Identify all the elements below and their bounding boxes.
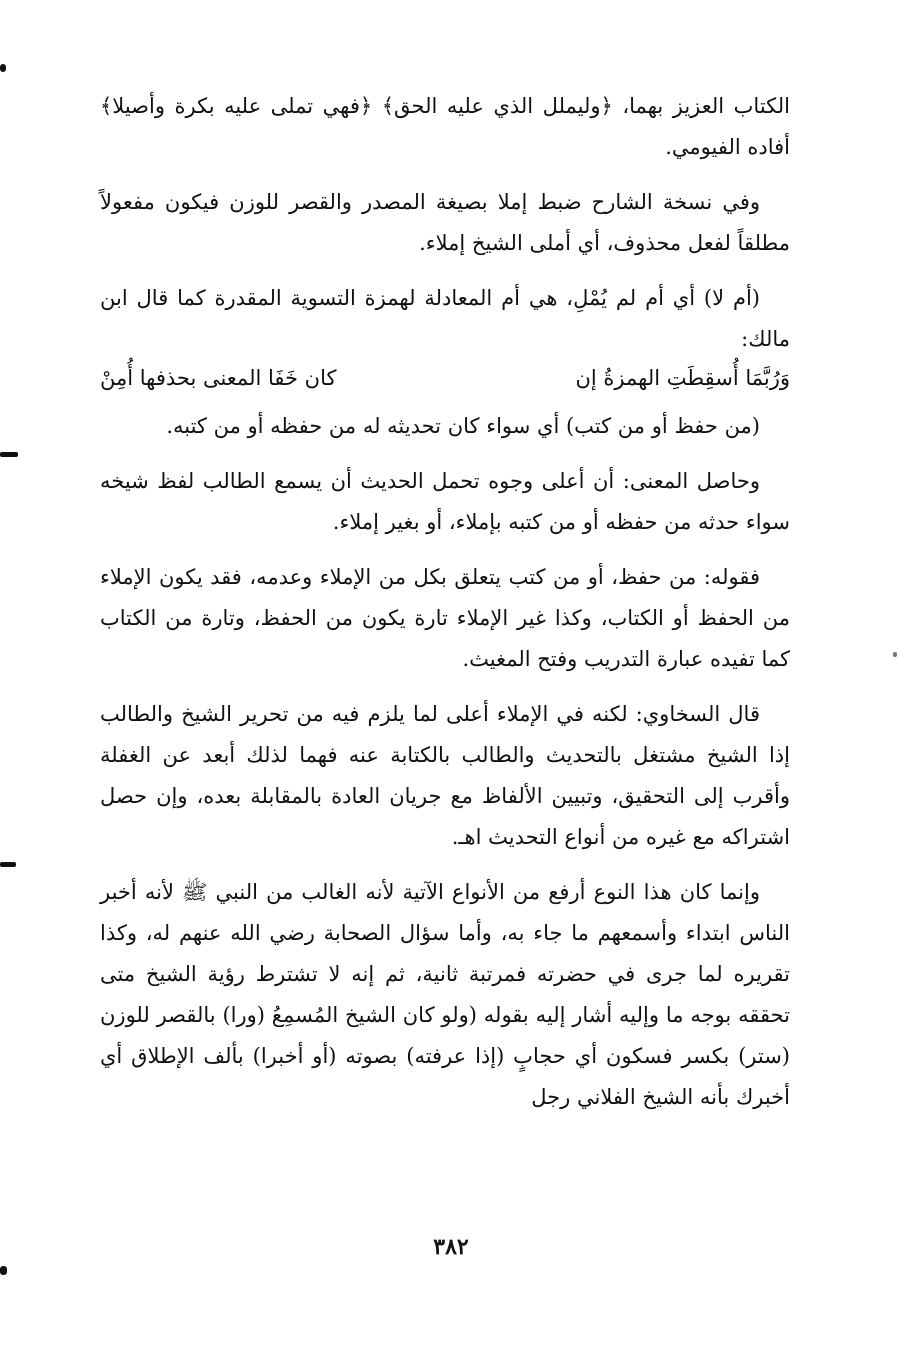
paragraph: وحاصل المعنى: أن أعلى وجوه تحمل الحديث أن يسمع الطالب لفظ شيخه سواء حدثه من حفظه أو من كتبه بإملاء، أو بغير إملاء. — [100, 469, 790, 534]
paragraph: قال السخاوي: لكنه في الإملاء أعلى لما يلزم فيه من تحرير الشيخ والطالب إذا الشيخ مشتغل بالتحديث والطالب بالكتابة عنه فهما لذلك أبعد عن الغفلة وأقرب إلى التحقيق، وتبيين الألفاظ مع جريان العادة بالمقابلة بعده، وإن حصل اشتراكه مع غيره من أنواع التحديث اهـ. — [100, 702, 791, 849]
margin-mark — [0, 862, 16, 867]
margin-mark — [0, 64, 6, 72]
paragraph: (أم لا) أي أم لم يُمْلِ، هي أم المعادلة لهمزة التسوية المقدرة كما قال ابن مالك: — [100, 286, 790, 351]
paragraph: (من حفظ أو من كتب) أي سواء كان تحديثه له من حفظه أو من كتبه. — [166, 414, 760, 438]
verse-second-hemistich: كان خَفَا المعنى بحذفها أُمِنْ — [100, 366, 337, 390]
page-body — [100, 86, 790, 1132]
margin-mark — [893, 652, 897, 657]
margin-mark — [0, 452, 18, 457]
page-number: ٣٨٢ — [433, 1234, 469, 1260]
paragraph: وإنما كان هذا النوع أرفع من الأنواع الآتية لأنه الغالب من النبي ﷺ لأنه أخبر الناس ابتداء وأسمعهم ما جاء به، وأما سؤال الصحابة رضي الله عنهم له، وكذا تقريره لما جرى في حضرته فمرتبة ثانية، ثم إنه لا تشترط رؤية الشيخ متى تحققه بوجه ما وإليه أشار إليه بقوله (ولو كان الشيخ المُسمِعُ (ورا) بالقصر للوزن (ستر) بكسر فسكون أي حجابٍ (إذا عرفته) بصوته (أو أخبرا) بألف الإطلاق أي أخبرك بأنه الشيخ الفلاني رجل — [100, 880, 790, 1109]
verse-first-hemistich: وَرُبَّمَا أُسقِطَتِ الهمزةُ إن — [575, 366, 790, 390]
paragraph: الكتاب العزيز بهما، ﴿وليملل الذي عليه الحق﴾ ﴿فهي تملى عليه بكرة وأصيلا﴾ أفاده الفيومي. — [100, 94, 790, 159]
paragraph: وفي نسخة الشارح ضبط إملا بصيغة المصدر والقصر للوزن فيكون مفعولاً مطلقاً لفعل محذوف، أي أملى الشيخ إملاء. — [100, 190, 790, 255]
margin-mark — [0, 1266, 7, 1275]
paragraph: فقوله: من حفظ، أو من كتب يتعلق بكل من الإملاء وعدمه، فقد يكون الإملاء من الحفظ أو الكتاب، وكذا غير الإملاء تارة يكون من الحفظ، وتارة من الكتاب كما تفيده عبارة التدريب وفتح المغيث. — [100, 565, 790, 671]
poetry-verse — [100, 358, 790, 398]
